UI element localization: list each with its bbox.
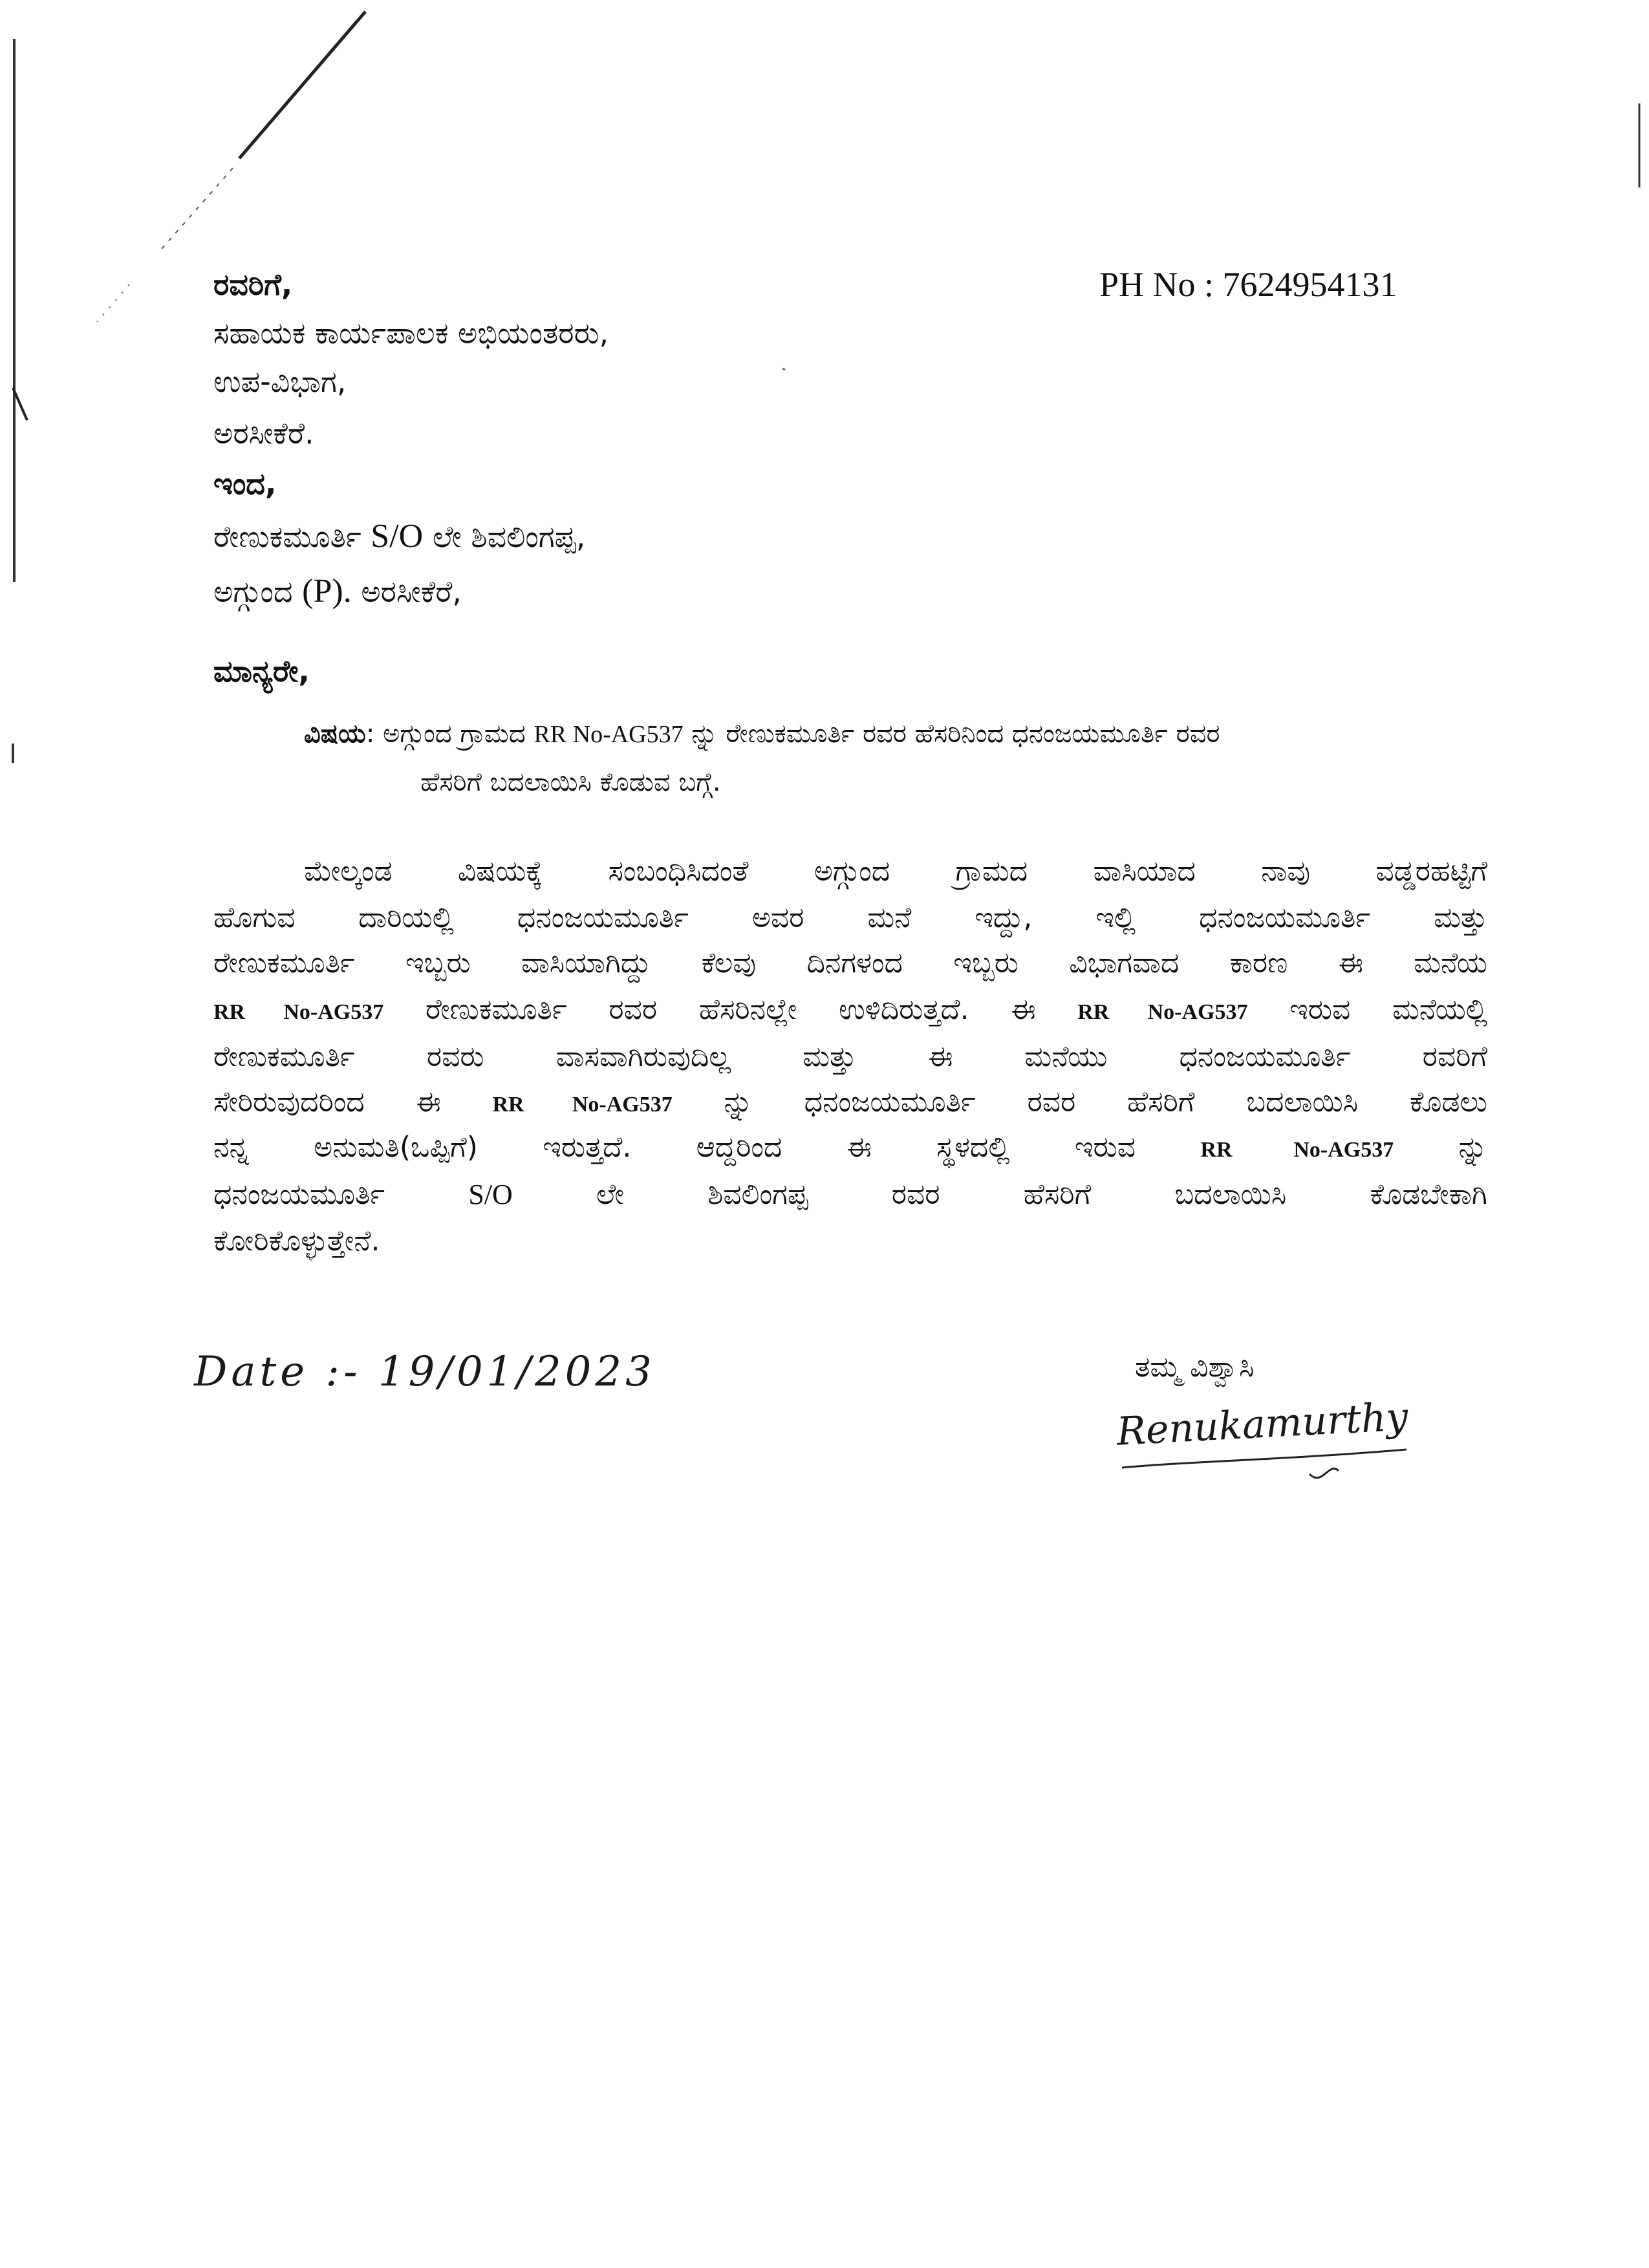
addressee-heading: ರವರಿಗೆ, (213, 267, 293, 302)
addressee-line-2: ಉಪ-ವಿಭಾಗ, (213, 364, 347, 399)
body-line-2: ಹೊಗುವ ದಾರಿಯಲ್ಲಿ ಧನಂಜಯಮೂರ್ತಿ ಅವರ ಮನೆ ಇದ್ದು, ಇಲ್ಲಿ ಧನಂಜಯಮೂರ್ತಿ ಮತ್ತು (213, 901, 1487, 934)
body-rr-number: RR No-AG537 (492, 1093, 673, 1117)
subject-label: ವಿಷಯ (304, 719, 366, 749)
body-line-4 (213, 990, 1487, 1032)
addressee-line-3: ಅರಸೀಕೆರೆ. (213, 416, 314, 451)
body-rr-number: RR No-AG537 (1200, 1138, 1394, 1162)
body-son-of: S/O (468, 1179, 513, 1210)
sender-town: ಅರಸೀಕೆರೆ, (351, 574, 462, 609)
subject-text-b: ನ್ನು ರೇಣುಕಮೂರ್ತಿ ರವರ ಹೆಸರಿನಿಂದ ಧನಂಜಯಮೂರ್ತಿ ರವರ (683, 719, 1220, 749)
body-line-7-text-a: ನನ್ನ ಅನುಮತಿ(ಒಪ್ಪಿಗೆ) ಇರುತ್ತದೆ. ಆದ್ದರಿಂದ ಈ ಸ್ಥಳದಲ್ಲಿ ಇರುವ (213, 1131, 1201, 1164)
body-line-1: ಮೇಲ್ಕಂಡ ವಿಷಯಕ್ಕೆ ಸಂಬಂಧಿಸಿದಂತೆ ಅಗ್ಗುಂದ ಗ್ರಾಮದ ವಾಸಿಯಾದ ನಾವು ವಡ್ಡರಹಟ್ಟಿಗೆ (304, 855, 1487, 888)
body-line-8-text-b: ಲೇ ಶಿವಲಿಂಗಪ್ಪ ರವರ ಹೆಸರಿಗೆ ಬದಲಾಯಿಸಿ ಕೊಡಬೇಕಾಗಿ (512, 1178, 1487, 1211)
handwritten-date: Date :- 19/01/2023 (194, 1348, 656, 1396)
subject-colon: : (365, 719, 375, 749)
body-line-5: ರೇಣುಕಮೂರ್ತಿ ರವರು ವಾಸವಾಗಿರುವುದಿಲ್ಲ ಮತ್ತು ಈ ಮನೆಯು ಧನಂಜಯಮೂರ್ತಿ ರವರಿಗೆ (213, 1040, 1487, 1073)
body-line-9: ಕೋರಿಕೊಳ್ಳುತ್ತೇನೆ. (213, 1225, 380, 1257)
subject-line-1 (304, 714, 1220, 754)
body-line-8 (213, 1175, 1487, 1214)
sender-name-father: ಲೇ ಶಿವಲಿಂಗಪ್ಪ, (423, 519, 586, 554)
body-line-7 (213, 1128, 1487, 1170)
signature-underline (1116, 1442, 1413, 1493)
subject-rr-number: RR No-AG537 (534, 721, 684, 748)
sender-heading: ಇಂದ, (213, 466, 277, 501)
sender-name-first: ರೇಣುಕಮೂರ್ತಿ (213, 519, 371, 554)
subject-text-a: ಅಗ್ಗುಂದ ಗ್ರಾಮದ (374, 719, 534, 749)
body-line-8-text-a: ಧನಂಜಯಮೂರ್ತಿ (213, 1178, 469, 1211)
closing-phrase: ತಮ್ಮ ವಿಶ್ವಾಸಿ (1135, 1351, 1255, 1384)
sender-post: (P). (302, 573, 352, 610)
sender-village: ಅಗ್ಗುಂದ (213, 574, 303, 609)
body-line-7-text-b: ನ್ನು (1394, 1131, 1488, 1164)
subject-line-2: ಹೆಸರಿಗೆ ಬದಲಾಯಿಸಿ ಕೊಡುವ ಬಗ್ಗೆ. (420, 767, 721, 797)
addressee-line-1: ಸಹಾಯಕ ಕಾರ್ಯಪಾಲಕ ಅಭಿಯಂತರರು, (213, 316, 609, 350)
body-line-4-text-b: ಇರುವ ಮನೆಯಲ್ಲಿ (1247, 993, 1488, 1026)
body-line-6-text-a: ಸೇರಿರುವುದರಿಂದ ಈ (213, 1086, 493, 1118)
signature: Renukamurthy (1116, 1394, 1410, 1455)
body-rr-number: RR No-AG537 (213, 1000, 384, 1024)
body-line-3: ರೇಣುಕಮೂರ್ತಿ ಇಬ್ಬರು ವಾಸಿಯಾಗಿದ್ದು ಕೆಲವು ದಿನಗಳಂದ ಇಬ್ಬರು ವಿಭಾಗವಾದ ಕಾರಣ ಈ ಮನೆಯ (213, 947, 1487, 979)
phone-number: PH No : 7624954131 (1099, 265, 1397, 304)
sender-place (213, 572, 462, 611)
body-line-6 (213, 1083, 1487, 1124)
sender-name (213, 517, 585, 556)
body-rr-number: RR No-AG537 (1077, 1000, 1248, 1024)
sender-son-of: S/O (371, 518, 424, 555)
body-line-4-text-a: ರೇಣುಕಮೂರ್ತಿ ರವರ ಹೆಸರಿನಲ್ಲೇ ಉಳಿದಿರುತ್ತದೆ. ಈ (383, 993, 1078, 1026)
greeting: ಮಾನ್ಯರೇ, (213, 654, 310, 689)
body-line-6-text-b: ನ್ನು ಧನಂಜಯಮೂರ್ತಿ ರವರ ಹೆಸರಿಗೆ ಬದಲಾಯಿಸಿ ಕೊಡಲು (672, 1086, 1487, 1118)
